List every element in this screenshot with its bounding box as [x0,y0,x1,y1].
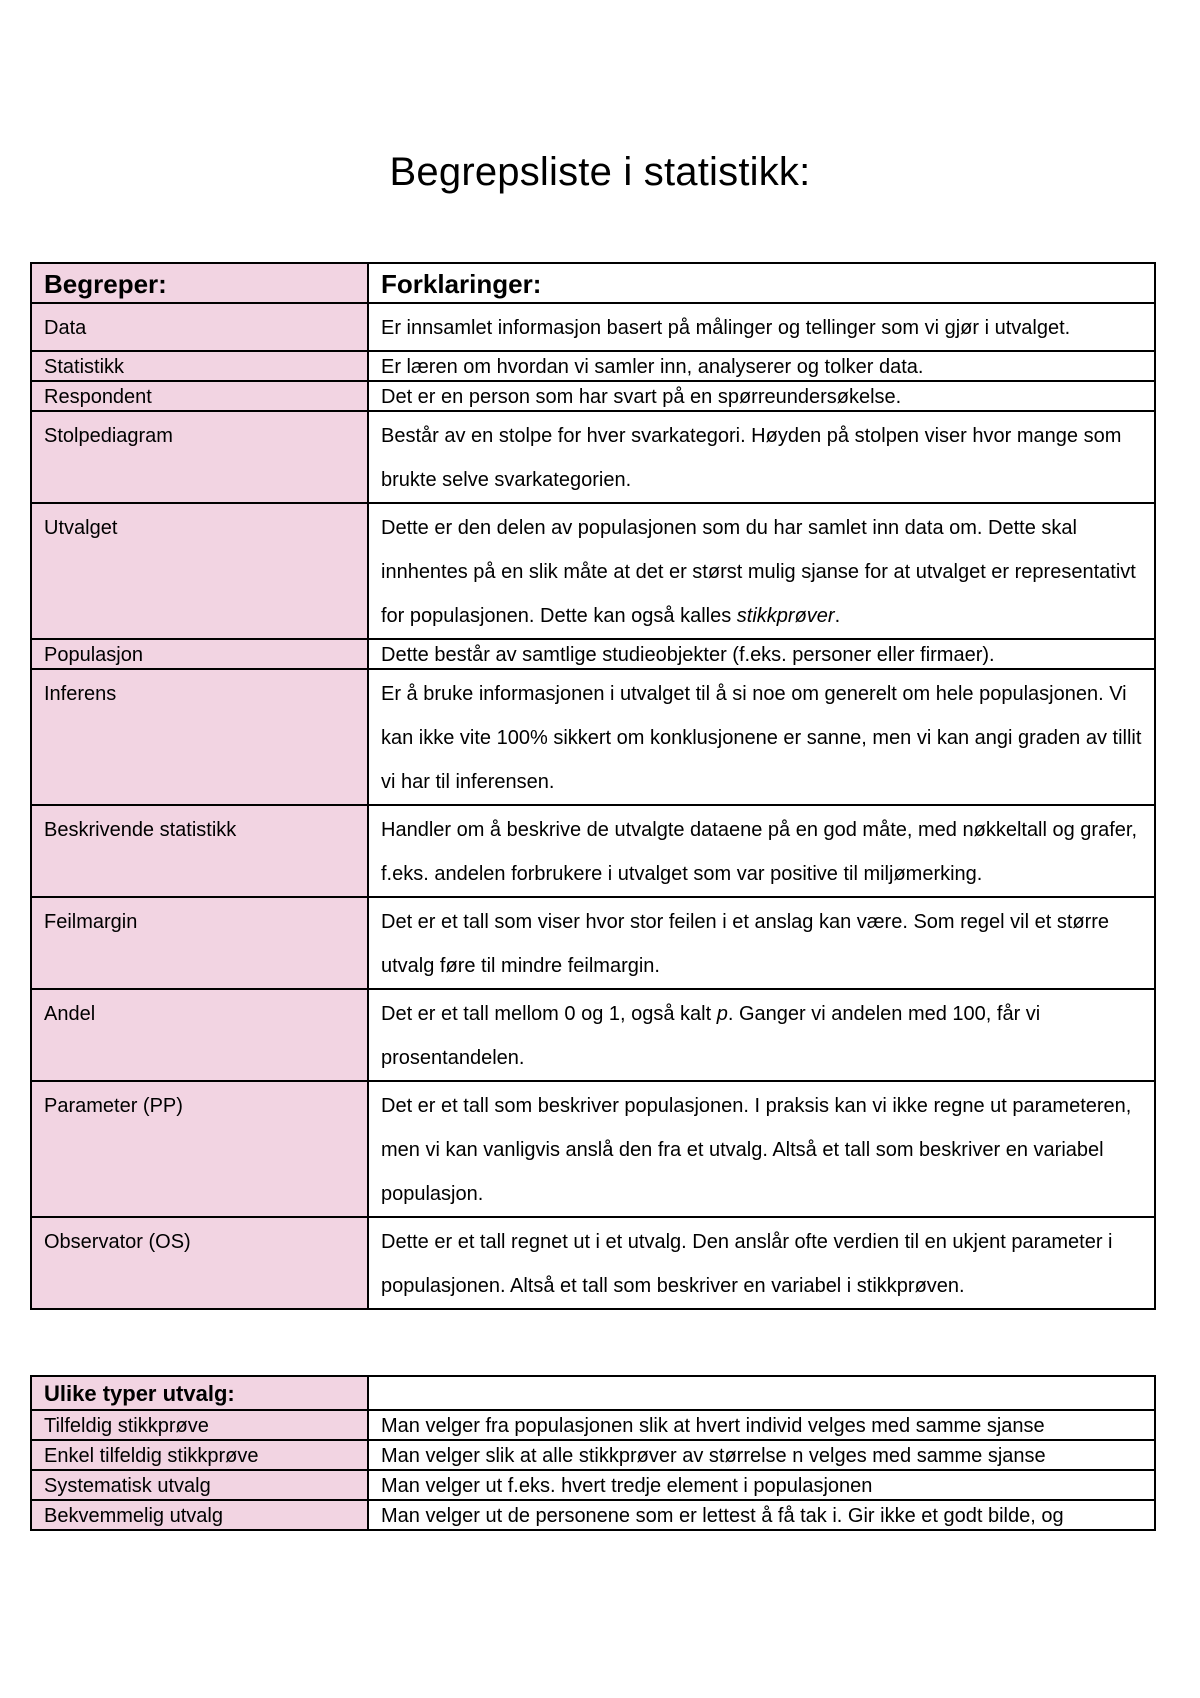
table-row [31,805,1155,897]
term-cell: Observator (OS) [31,1217,368,1309]
explanation-italic: p [716,1003,728,1025]
explanation-cell: Man velger slik at alle stikkprøver av størrelse n velges med samme sjanse [368,1440,1155,1470]
explanation-cell: Er innsamlet informasjon basert på målinger og tellinger som vi gjør i utvalget. [368,303,1155,351]
terms-table [30,262,1156,1310]
header-sample-types: Ulike typer utvalg: [31,1376,368,1410]
explanation-cell: Man velger fra populasjonen slik at hvert individ velges med samme sjanse [368,1410,1155,1440]
explanation-tail: . Ganger vi andelen med 100, får vi prosentandelen. [381,1003,1041,1069]
explanation-cell: Man velger ut f.eks. hvert tredje element i populasjonen [368,1470,1155,1500]
table-row [31,669,1155,805]
table-header-row [31,1376,1155,1410]
term-cell: Feilmargin [31,897,368,989]
term-cell: Statistikk [31,351,368,381]
explanation-tail: . [834,605,841,627]
explanation-text: Dette er den delen av populasjonen som du har samlet inn data om. Dette skal innhentes på en slik måte at det er størst mulig sjanse for at utvalget er representativt for populasjonen. Dette kan også kalles [381,517,1136,627]
term-cell: Enkel tilfeldig stikkprøve [31,1440,368,1470]
page-title: Begrepsliste i statistikk: [389,150,811,194]
table-header-row [31,263,1155,303]
term-cell: Utvalget [31,503,368,639]
term-cell: Data [31,303,368,351]
explanation-cell: Er å bruke informasjonen i utvalget til å si noe om generelt om hele populasjonen. Vi kan ikke vite 100% sikkert om konklusjonene er sanne, men vi kan angi graden av tillit vi har til inferensen. [368,669,1155,805]
table-row [31,503,1155,639]
sample-types-table [30,1375,1156,1531]
explanation-cell: Det er et tall som beskriver populasjonen. I praksis kan vi ikke regne ut parameteren, men vi kan vanligvis anslå den fra et utvalg. Altså et tall som beskriver en variabel populasjon. [368,1081,1155,1217]
table-row [31,381,1155,411]
table-row [31,411,1155,503]
table-row [31,1410,1155,1440]
explanation-text: Det er et tall mellom 0 og 1, også kalt [381,1003,717,1025]
term-cell: Bekvemmelig utvalg [31,1500,368,1530]
header-empty [368,1376,1155,1410]
header-terms: Begreper: [31,263,368,303]
table-row [31,897,1155,989]
explanation-cell: Består av en stolpe for hver svarkategori. Høyden på stolpen viser hvor mange som brukte selve svarkategorien. [368,411,1155,503]
explanation-italic: stikkprøver [736,605,835,627]
header-explanations: Forklaringer: [368,263,1155,303]
term-cell: Tilfeldig stikkprøve [31,1410,368,1440]
term-cell: Inferens [31,669,368,805]
table-row [31,1081,1155,1217]
explanation-cell [368,503,1155,639]
table-row [31,639,1155,669]
explanation-cell [368,989,1155,1081]
term-cell: Andel [31,989,368,1081]
explanation-cell: Handler om å beskrive de utvalgte dataene på en god måte, med nøkkeltall og grafer, f.eks. andelen forbrukere i utvalget som var positive til miljømerking. [368,805,1155,897]
term-cell: Populasjon [31,639,368,669]
explanation-cell: Man velger ut de personene som er lettest å få tak i. Gir ikke et godt bilde, og [368,1500,1155,1530]
term-cell: Respondent [31,381,368,411]
term-cell: Parameter (PP) [31,1081,368,1217]
explanation-cell: Det er et tall som viser hvor stor feilen i et anslag kan være. Som regel vil et større utvalg føre til mindre feilmargin. [368,897,1155,989]
table-row [31,1470,1155,1500]
explanation-cell: Det er en person som har svart på en spørreundersøkelse. [368,381,1155,411]
term-cell: Systematisk utvalg [31,1470,368,1500]
explanation-cell: Dette er et tall regnet ut i et utvalg. Den anslår ofte verdien til en ukjent parameter i populasjonen. Altså et tall som beskriver en variabel i stikkprøven. [368,1217,1155,1309]
explanation-cell: Er læren om hvordan vi samler inn, analyserer og tolker data. [368,351,1155,381]
term-cell: Stolpediagram [31,411,368,503]
table-row [31,989,1155,1081]
table-row [31,351,1155,381]
term-cell: Beskrivende statistikk [31,805,368,897]
table-row [31,303,1155,351]
table-row [31,1500,1155,1530]
explanation-cell: Dette består av samtlige studieobjekter (f.eks. personer eller firmaer). [368,639,1155,669]
table-row [31,1440,1155,1470]
table-row [31,1217,1155,1309]
